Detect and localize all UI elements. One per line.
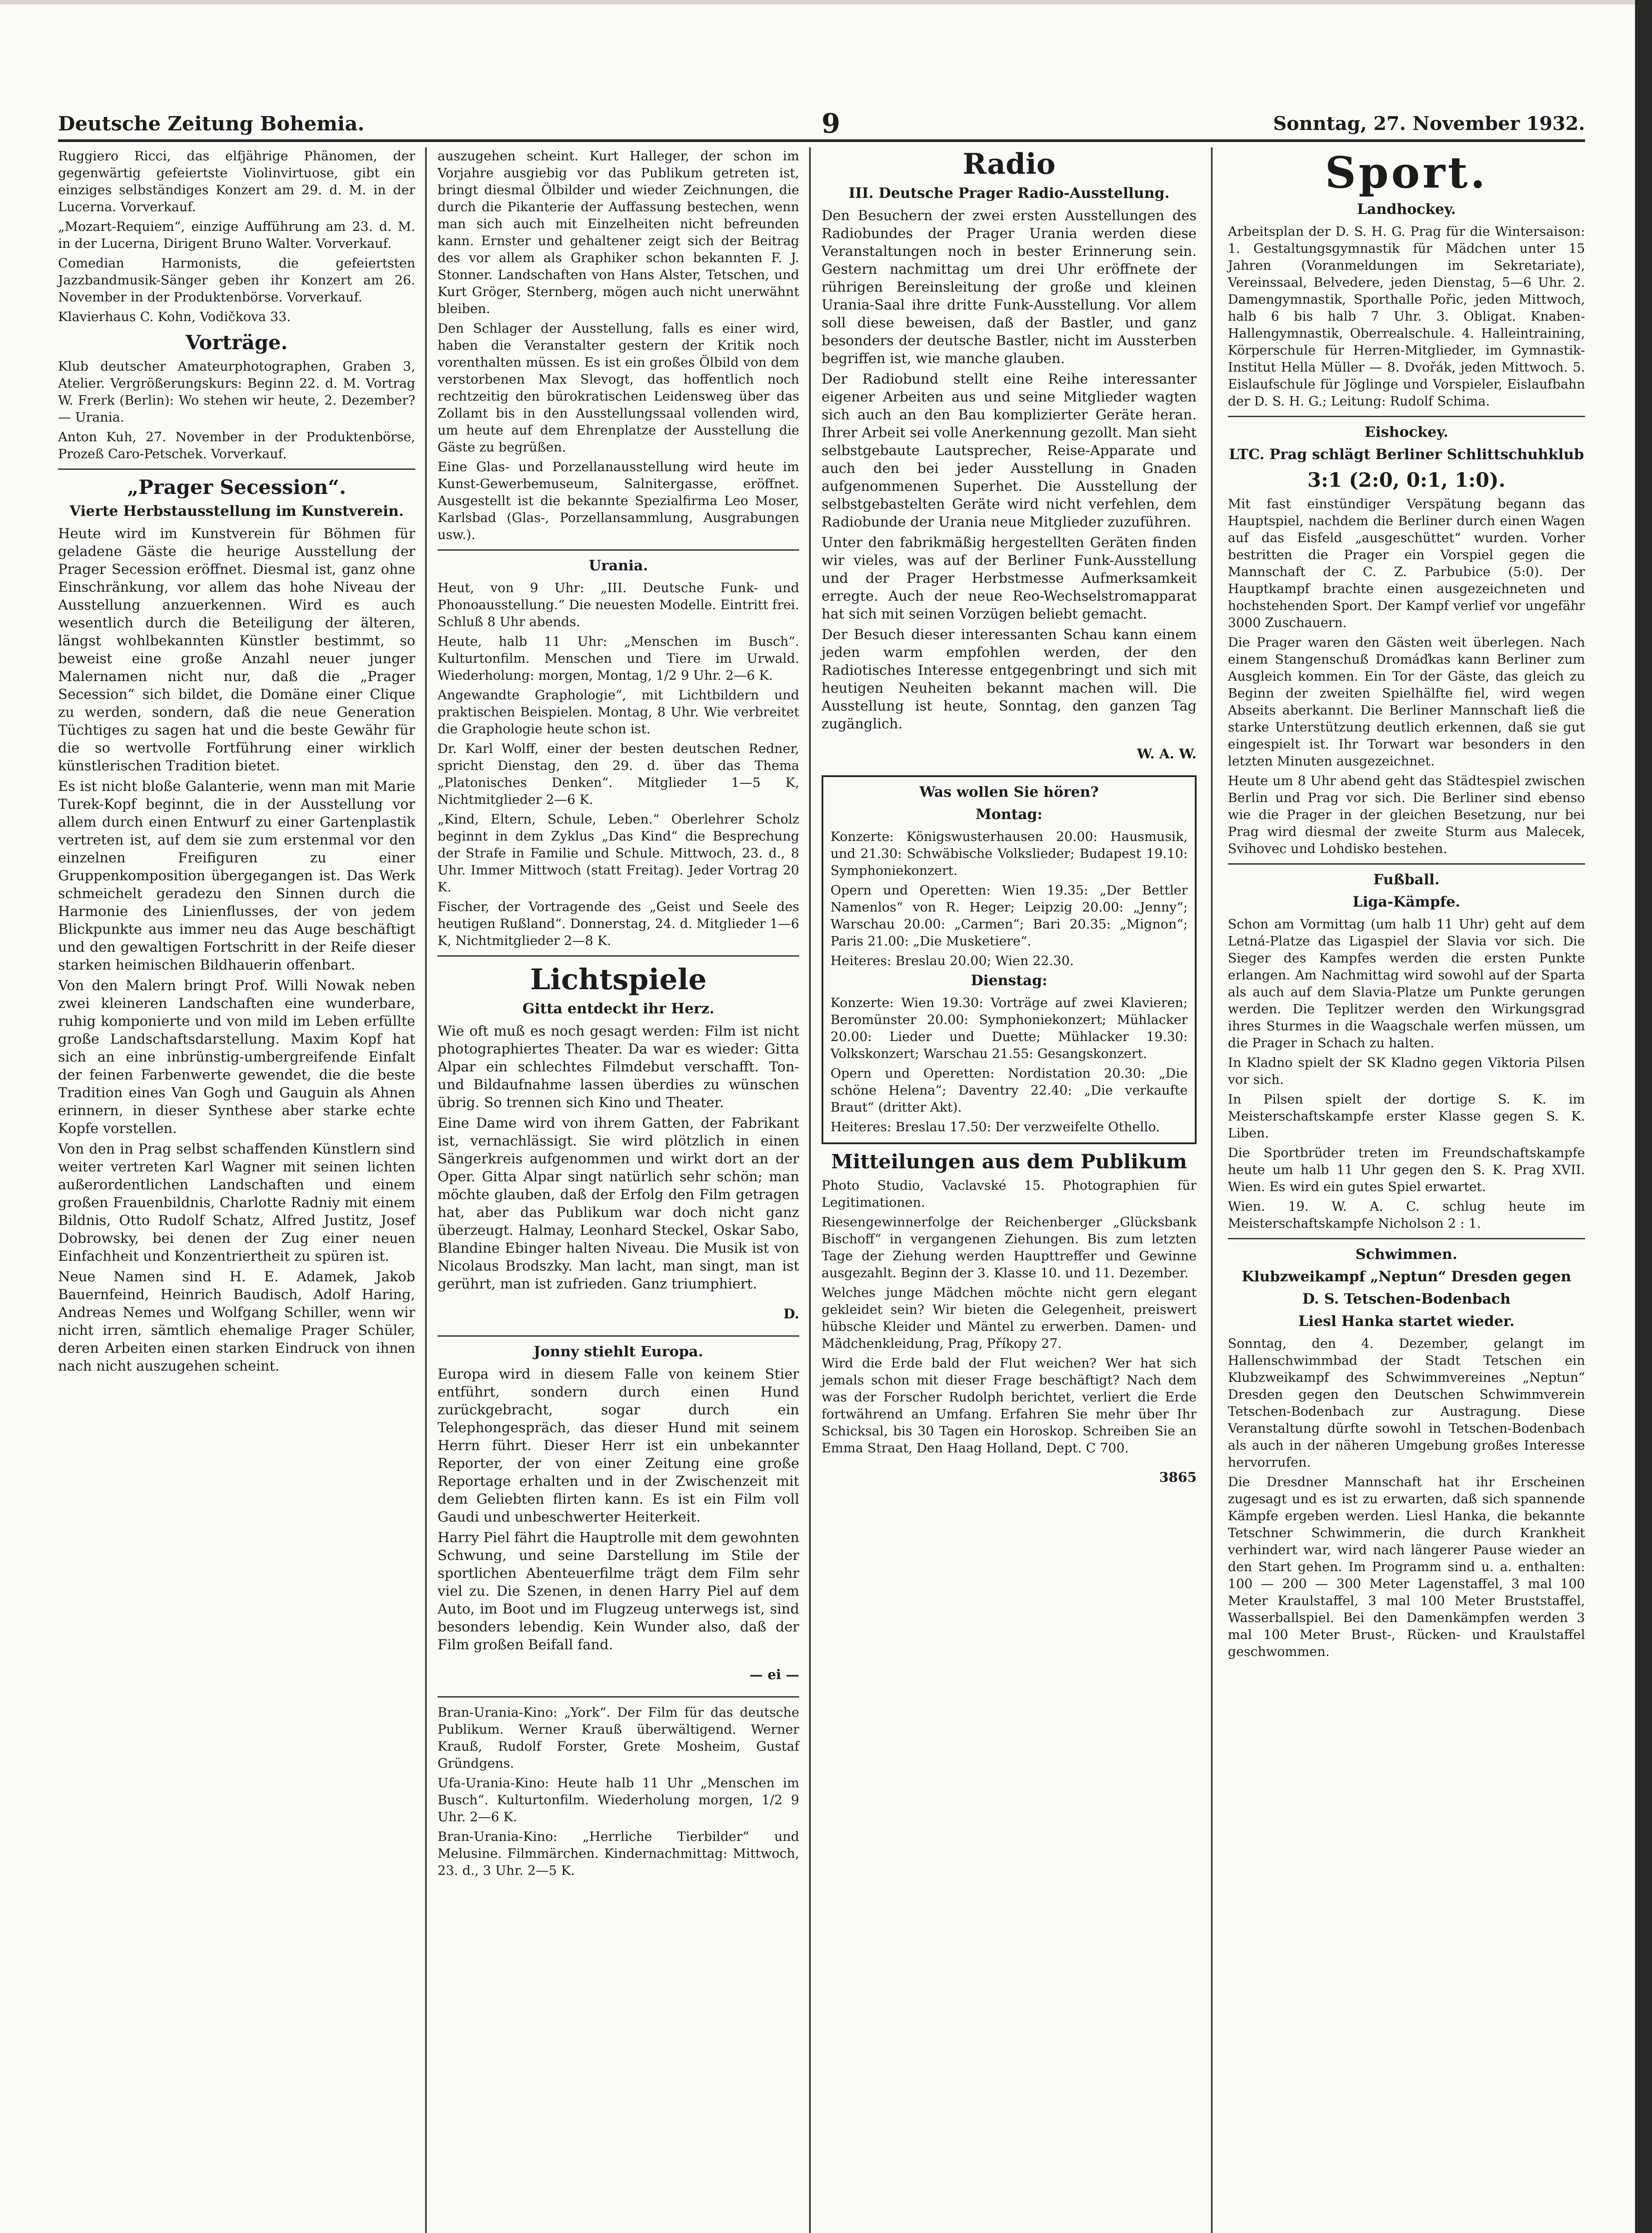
column-rule <box>1211 147 1213 2233</box>
article-paragraph: Die Dresdner Mannschaft hat ihr Erscheinen zugesagt und es ist zu erwarten, daß sich spannende Kämpfe ergeben werden. Liesl Hanka, die bekannte Tetschner Schwimmerin, die durch Krankheit verhindert war, wird nach längerer Pause wieder an den Start gehen. Im Programm sind u. a. enthalten: 100 — 200 — 300 Meter Lagenstaffel, 3 mal 100 Meter Kraulstaffel, 3 mal 100 Meter Bruststaffel, Wasserballspiel. Bei den Damenkämpfen werden 3 mal 100 Meter Brust-, Rücken- und Kraulstaffel geschwommen. <box>1228 1474 1585 1659</box>
article-signature: W. A. W. <box>1137 746 1197 762</box>
article-headline: Klubzweikampf „Neptun“ Dresden gegen <box>1242 1268 1571 1285</box>
match-score: 3:1 (2:0, 0:1, 1:0). <box>1307 469 1506 492</box>
article-paragraph: Wie oft muß es noch gesagt werden: Film ist nicht photographiertes Theater. Da war es wieder: Gitta Alpar ein schlechtes Filmdebut verschafft. Ton- und Bildaufnahme lassen überdies zu wünschen übrig. So trennen sich Kino und Theater. <box>438 1023 799 1111</box>
notice: Ruggiero Ricci, das elfjährige Phänomen, der gegenwärtig gefeiertste Violinvirtuose, gibt ein einziges selbständiges Konzert am 29. d. M. in der Lucerna. Vorverkauf. <box>58 148 415 214</box>
article-paragraph: Neue Namen sind H. E. Adamek, Jakob Bauernfeind, Heinrich Baudisch, Adolf Haring, Andreas Nemes und Wolfgang Schiller, wenn wir nicht irren, sämtlich ehemalige Prager Schüler, deren Arbeiten einen starken Eindruck von ihnen nach nicht auszugehen scheint. <box>58 1269 415 1374</box>
notice: „Kind, Eltern, Schule, Leben.“ Oberlehrer Scholz beginnt in dem Zyklus „Das Kind“ die Besprechung der Strafe in Familie und Schule. Mittwoch, 23. d., 8 Uhr. Immer Mittwoch (statt Freitag). Jeder Vortrag 20 K. <box>438 811 799 895</box>
article-paragraph: Arbeitsplan der D. S. H. G. Prag für die Wintersaison: 1. Gestaltungsgymnastik für Mädchen unter 15 Jahren (Voranmeldungen im Sekretariate), Vereinssaal, Belvedere, jeden Dienstag, 5—6 Uhr. 2. Damengymnastik, Sporthalle Pořic, jeden Mittwoch, halb 6 bis halb 7 Uhr. 3. Obligat. Knaben-Hallengymnastik, Oberrealschule. 4. Halleintraining, Körperschule für Herren-Mitglieder, im Gymnastik-Institut Hella Müller — 8. Dvořák, jeden Mittwoch. 5. Eislaufschule für Jöglinge und Vorspieler, Eislaufbahn der D. S. H. G.; Leitung: Rudolf Schima. <box>1228 224 1585 409</box>
masthead-rule <box>58 139 1585 142</box>
notice: Riesengewinnerfolge der Reichenberger „Glücksbank Bischoff“ in vergangenen Ziehungen. Bis zum letzten Tage der Ziehung werden Haupttreffer und Gewinne ausgezahlt. Beginn der 3. Klasse 10. und 11. Dezember. <box>822 1214 1197 1280</box>
article-signature: — ei — <box>749 1667 799 1683</box>
day-heading: Dienstag: <box>971 972 1047 989</box>
article-paragraph: Mit fast einstündiger Verspätung begann das Hauptspiel, nachdem die Berliner durch einen Wagen auf das Eisfeld „ausgeschüttet“ wurden. Vorher bestritten die Prager ein Vorspiel gegen die Mannschaft der C. Z. Parbubice (5:0). Der Hauptkampf brachte einen ausgezeichneten und hochstehenden Sport. Der Kampf verlief vor ungefähr 3000 Zuschauern. <box>1228 496 1585 630</box>
article-paragraph: Europa wird in diesem Falle von keinem Stier entführt, sondern durch einen Hund zurückgebracht, sogar durch ein Telephongespräch, das dieser Hund mit seinem Herrn führt. Dieser Herr ist ein unbekannter Reporter, der von einer Zeitung eine große Reportage erhalten und in der Zwischenzeit mit dem Geliebten flirten kann. Es ist ein Film voll Gaudi und unbeschwerter Heiterkeit. <box>438 1366 799 1525</box>
notice: Angewandte Graphologie“, mit Lichtbildern und praktischen Beispielen. Montag, 8 Uhr. Wie verbreitet die Graphologie heute schon ist. <box>438 687 799 736</box>
section-heading: Radio <box>963 147 1055 181</box>
notice: Die Sportbrüder treten im Freundschaftskampfe heute um halb 11 Uhr gegen den S. K. Prag XVII. Wien. Es wird ein gutes Spiel erwartet. <box>1228 1145 1585 1194</box>
notice-number: 3865 <box>1159 1470 1197 1485</box>
article-paragraph: Es ist nicht bloße Galanterie, wenn man mit Marie Turek-Kopf beginnt, die in der Ausstellung vor allem durch einen Entwurf zu einer Gartenplastik vertreten ist, auf dem sie zum erstenmal vor den einzelnen Freifiguren zu einer Gruppenkomposition übergegangen ist. Das Werk schmeichelt geradezu den Sinnen durch die Harmonie des Linienflusses, der von jedem Blickpunkte aus immer neu das Auge beschäftigt und den gewaltigen Fortschritt in der Reife dieser starken heimischen Bildhauerin offenbart. <box>58 778 415 973</box>
sport-subheading: Schwimmen. <box>1355 1246 1458 1263</box>
program-entry: Opern und Operetten: Nordistation 20.30: „Die schöne Helena“; Daventry 22.40: „Die verkaufte Braut“ (dritter Akt). <box>830 1066 1188 1115</box>
article-subheadline: Vierte Herbstausstellung im Kunstverein. <box>69 502 404 519</box>
divider <box>438 1335 799 1337</box>
section-heading: Vorträge. <box>185 331 288 354</box>
sport-subheading: Landhockey. <box>1357 201 1456 217</box>
sport-subheading: Eishockey. <box>1364 423 1448 440</box>
notice: Klavierhaus C. Kohn, Vodičkova 33. <box>58 309 291 324</box>
notice: Comedian Harmonists, die gefeiertsten Jazzbandmusik-Sänger geben ihr Konzert am 26. November in der Produktenbörse. Vorverkauf. <box>58 255 415 305</box>
notice: Wird die Erde bald der Flut weichen? Wer hat sich jemals schon mit dieser Frage beschäftigt? Nach dem was der Forscher Rudolph berichtet, verliert die Erde fortwährend an Umfang. Erfahren Sie mehr über Ihr Schicksal, bis 30 Tagen ein Horoskop. Schreiben Sie an Emma Straat, Den Haag Holland, Dept. C 700. <box>822 1355 1197 1455</box>
notice: Dr. Karl Wolff, einer der besten deutschen Redner, spricht Dienstag, den 29. d. über das Thema „Platonisches Denken“. Mitglieder 1—5 K, Nichtmitglieder 2—6 K. <box>438 741 799 807</box>
article-paragraph: Von den Malern bringt Prof. Willi Nowak neben zwei kleineren Landschaften eine wunderbare, ruhig komponierte und von mild im Leben erfüllte große Landschaftsdarstellung. Maxim Kopf hat sich an eine inbrünstig-umbergreifende Einfalt der feinen Farbenwerte gewendet, die die beste Tradition eines Van Gogh und Gauguin als Ahnen erinnern, in dieser Synthese aber starke echte Kopfe vorstellen. <box>58 978 415 1137</box>
article-headline: III. Deutsche Prager Radio-Ausstellung. <box>848 184 1170 201</box>
article-headline: „Prager Secession“. <box>127 476 346 499</box>
notice: Bran-Urania-Kino: „York“. Der Film für das deutsche Publikum. Werner Krauß überwältigend. Werner Krauß, Rudolf Forster, Grete Mosheim, Gustaf Gründgens. <box>438 1705 799 1771</box>
notice: Eine Glas- und Porzellanausstellung wird heute im Kunst-Gewerbemuseum, Salnitergasse, eröffnet. Ausgestellt ist die bekannte Spezialfirma Leo Moser, Karlsbad (Glas-, Porzellansammlung, Ausgrabungen usw.). <box>438 459 799 542</box>
section-heading: Sport. <box>1325 147 1488 198</box>
issue-date: Sonntag, 27. November 1932. <box>1273 113 1585 134</box>
section-heading: Urania. <box>588 557 648 574</box>
section-heading: Mitteilungen aus dem Publikum <box>831 1150 1187 1173</box>
radio-program-box <box>822 775 1197 1144</box>
notice: Heute, halb 11 Uhr: „Menschen im Busch“. Kulturtonfilm. Menschen und Tiere im Urwald. Wiederholung: morgen, Montag, 1/2 9 Uhr. 2—6 K. <box>438 634 799 683</box>
section-heading: Was wollen Sie hören? <box>919 783 1099 800</box>
sport-subheading: Fußball. <box>1373 871 1440 888</box>
article-paragraph: Schon am Vormittag (um halb 11 Uhr) geht auf dem Letná-Platze das Ligaspiel der Slavia vor sich. Die Sieger des Kampfes werden die ersten Punkte erlangen. Am Nachmittag wird sowohl auf der Sparta als auch auf dem Slavia-Platze um Punkte gerungen werden. Die Teplitzer werden den Wirkungsgrad ihres Sturmes in die Waagschale werfen müssen, um die Prager in Schach zu halten. <box>1228 916 1585 1050</box>
column-1 <box>58 147 415 1378</box>
divider <box>1228 863 1585 865</box>
column-2 <box>438 147 799 1882</box>
notice: Bran-Urania-Kino: „Herrliche Tierbilder“ und Melusine. Filmmärchen. Kindernachmittag: Mittwoch, 23. d., 3 Uhr. 2—5 K. <box>438 1829 799 1878</box>
article-paragraph: Der Radiobund stellt eine Reihe interessanter eigener Arbeiten aus und seine Mitglieder wagten sich auch an den Bau komplizierter Geräte heran. Ihrer Arbeit sei volle Anerkennung gezollt. Man sieht selbstgebaute Lautsprecher, Reise-Apparate und auch den bei jeder Ausstellung in Gnaden aufgenommenen Superhet. Die Ausstellung der selbstgebastelten Geräte wird nicht verfehlen, dem Radiobunde der Urania neue Mitglieder zuzuführen. <box>822 371 1197 530</box>
article-paragraph: auszugehen scheint. Kurt Halleger, der schon im Vorjahre ausgiebig vor das Publikum getreten ist, bringt diesmal Ölbilder und wieder Zeichnungen, die durch die Pikanterie der Auffassung bestechen, wenn man sich auch mit Einzelheiten nicht befreunden kann. Ernster und gehaltener zeigt sich der Beitrag des vor allem als Graphiker schon bekannten F. J. Stonner. Landschaften von Hans Alster, Tetschen, und Kurt Gröger, Sternberg, mögen auch nicht unerwähnt bleiben. <box>438 148 799 316</box>
program-entry: Konzerte: Wien 19.30: Vorträge auf zwei Klavieren; Beromünster 20.00: Symphoniekonzert; Mühlacker 20.00: Lieder und Duette; Mühlacker 19.30: Volkskonzert; Warschau 21.55: Gesangskonzert. <box>830 995 1188 1061</box>
notice: Anton Kuh, 27. November in der Produktenbörse, Prozeß Caro-Petschek. Vorverkauf. <box>58 429 415 461</box>
column-4 <box>1228 147 1585 1663</box>
article-paragraph: Eine Dame wird von ihrem Gatten, der Fabrikant ist, vernachlässigt. Sie wird plötzlich in einen Sängerkreis aufgenommen und wirkt dort an der Oper. Gitta Alpar singt natürlich sehr schön; man möchte glauben, daß der Erfolg den Film getragen hat, aber das Publikum war doch nicht ganz überzeugt. Halmay, Leonhard Steckel, Oskar Sabo, Blandine Ebinger halten Niveau. Die Musik ist von Nicolaus Brodszky. Man lacht, man singt, man ist gerührt, man ist zufrieden. Ganz triumphiert. <box>438 1115 799 1292</box>
divider <box>438 549 799 551</box>
article-paragraph: Unter den fabrikmäßig hergestellten Geräten finden wir vieles, was auf der Berliner Funk-Ausstellung und der Prager Herbstmesse Aufmerksamkeit erregte. Auch der neue Reo-Wechselstromapparat hat sich mit seinen Vorzügen beliebt gemacht. <box>822 535 1197 622</box>
program-entry: Konzerte: Königswusterhausen 20.00: Hausmusik, und 21.30: Schwäbische Volkslieder; Budapest 19.10: Symphoniekonzert. <box>830 829 1188 878</box>
article-paragraph: Den Schlager der Ausstellung, falls es einer wird, haben die Veranstalter gestern der Kritik noch vorenthalten müssen. Es ist ein großes Ölbild von dem verstorbenen Max Slevogt, das hoffentlich noch rechtzeitig den bürokratischen Leidensweg über das Zollamt bis in den Ausstellungssaal vollenden wird, um heute auf dem Ehrenplatze der Ausstellung die Gäste zu begrüßen. <box>438 321 799 455</box>
divider <box>438 1696 799 1698</box>
page-number: 9 <box>822 108 840 139</box>
article-headline: Jonny stiehlt Europa. <box>534 1343 703 1360</box>
notice: Fischer, der Vortragende des „Geist und Seele des heutigen Rußland“. Donnerstag, 24. d. Mitglieder 1—6 K, Nichtmitglieder 2—8 K. <box>438 899 799 948</box>
day-heading: Montag: <box>976 806 1043 823</box>
notice: Ufa-Urania-Kino: Heute halb 11 Uhr „Menschen im Busch“. Kulturtonfilm. Wiederholung morgen, 1/2 9 Uhr. 2—6 K. <box>438 1775 799 1824</box>
article-paragraph: Den Besuchern der zwei ersten Ausstellungen des Radiobundes der Prager Urania werden diese Veranstaltungen noch in bester Erinnerung sein. Gestern nachmittag um drei Uhr eröffnete der rührigen Bereinsleitung der große und kleinen Urania-Saal ihre dritte Funk-Ausstellung. Vor allem soll diese beweisen, daß der Bastler, und ganz besonders der deutsche Bastler, nicht im Aussterben begriffen ist, wie manche glauben. <box>822 208 1197 367</box>
article-signature: D. <box>783 1306 799 1322</box>
article-subheadline: Liesl Hanka startet wieder. <box>1298 1313 1514 1330</box>
scan-edge-right <box>1635 0 1652 2233</box>
article-paragraph: Harry Piel fährt die Hauptrolle mit dem gewohnten Schwung, und seine Darstellung im Stile der sportlichen Abenteuerfilme trägt dem Film sehr viel zu. Die Szenen, in denen Harry Piel auf dem Auto, im Boot und im Flugzeug unterwegs ist, sind besonders lebendig. Kein Wunder also, daß der Film großen Beifall fand. <box>438 1530 799 1653</box>
notice: Heut, von 9 Uhr: „III. Deutsche Funk- und Phonoausstellung.“ Die neuesten Modelle. Eintritt frei. Schluß 8 Uhr abends. <box>438 580 799 629</box>
article-headline: Gitta entdeckt ihr Herz. <box>522 1000 714 1017</box>
article-paragraph: Der Besuch dieser interessanten Schau kann einem jeden warm empfohlen werden, der den Radiotisches Interesse entgegenbringt und sich mit heutigen Neuheiten bekannt machen will. Die Ausstellung ist heute, Sonntag, den ganzen Tag zugänglich. <box>822 627 1197 732</box>
notice: Wien. 19. W. A. C. schlug heute im Meisterschaftskampfe Nicholson 2 : 1. <box>1228 1199 1585 1231</box>
divider <box>1228 416 1585 417</box>
column-rule <box>425 147 427 2233</box>
article-paragraph: Die Prager waren den Gästen weit überlegen. Nach einem Stangenschuß Dromáďkas kann Berliner zum Ausgleich kommen. Ein Tor der Gäste, das gleich zu Beginn der zweiten Spielhälfte fiel, wird wegen Abseits aberkannt. Die Berliner Mannschaft ließ die starke Unterstützung deutlich erkennen, daß sie gut eingespielt ist. Ihr Torwart war besonders in den letzten Minuten ausgezeichnet. <box>1228 635 1585 769</box>
notice: Photo Studio, Vaclavské 15. Photographien für Legitimationen. <box>822 1178 1197 1210</box>
article-headline: D. S. Tetschen-Bodenbach <box>1302 1290 1511 1307</box>
section-heading: Lichtspiele <box>530 963 707 996</box>
notice: Klub deutscher Amateurphotographen, Graben 3, Atelier. Vergrößerungskurs: Beginn 22. d. M. Vortrag W. Frerk (Berlin): Wo stehen wir heute, 2. Dezember? — Urania. <box>58 359 415 425</box>
notice: „Mozart-Requiem“, einzige Aufführung am 23. d. M. in der Lucerna, Dirigent Bruno Walter. Vorverkauf. <box>58 219 415 251</box>
article-headline: Liga-Kämpfe. <box>1352 893 1460 910</box>
program-entry: Heiteres: Breslau 17.50: Der verzweifelte Othello. <box>830 1119 1160 1134</box>
divider <box>1228 1238 1585 1239</box>
program-entry: Opern und Operetten: Wien 19.35: „Der Bettler Namenlos“ von R. Heger; Leipzig 20.00: „Jenny“; Warschau 20.00: „Carmen“; Bari 20.35: „Mignon“; Paris 21.00: „Die Musketiere“. <box>830 882 1188 949</box>
article-paragraph: In Pilsen spielt der dortige S. K. im Meisterschaftskampfe erster Klasse gegen S. K. Liben. <box>1228 1091 1585 1141</box>
article-paragraph: Von den in Prag selbst schaffenden Künstlern sind weiter vertreten Karl Wagner mit seinen lichten außerordentlichen Landschaften und einem großen Frauenbildnis, Charlotte Radniy mit einem Bildnis, Otto Rudolf Schatz, Alfred Justitz, Josef Dobrowsky, bei denen der Zug einer neuen Einfachheit und Konzentriertheit zu spüren ist. <box>58 1141 415 1264</box>
program-entry: Heiteres: Breslau 20.00; Wien 22.30. <box>830 953 1074 968</box>
paper-name: Deutsche Zeitung Bohemia. <box>58 113 365 135</box>
column-rule <box>809 147 811 2233</box>
article-paragraph: Heute wird im Kunstverein für Böhmen für geladene Gäste die heurige Ausstellung der Prager Secession eröffnet. Diesmal ist, ganz ohne Einschränkung, vor allem das hohe Niveau der Ausstellung anzuerkennen. Wird es auch wesentlich durch die Beteiligung der älteren, längst wohlbekannten Künstler bestimmt, so beweist eine große Anzahl neuer junger Malernamen nicht nur, daß die „Prager Secession“ sich bildet, die Domäne einer Clique zu werden, sondern, daß die neue Generation Tüchtiges zu sagen hat und die beste Gewähr für die so wertvolle Fortführung einer wirklich künstlerischen Tradition bietet. <box>58 526 415 774</box>
article-paragraph: Heute um 8 Uhr abend geht das Städtespiel zwischen Berlin und Prag vor sich. Die Berliner sind ebenso wie die Prager in der gleichen Besetzung, nur bei Prag wird diesmal der zweite Sturm aus Malecek, Svihovec und Lohdisko bestehen. <box>1228 773 1585 856</box>
article-paragraph: Sonntag, den 4. Dezember, gelangt im Hallenschwimmbad der Stadt Tetschen ein Klubzweikampf des Schwimmvereines „Neptun“ Dresden gegen den Deutschen Schwimmverein Tetschen-Bodenbach zur Austragung. Diese Veranstaltung dürfte sowohl in Tetschen-Bodenbach als auch in der näheren Umgebung großes Interesse hervorrufen. <box>1228 1336 1585 1470</box>
divider <box>58 468 415 470</box>
column-3 <box>822 147 1197 1499</box>
masthead <box>58 104 1585 139</box>
notice: Welches junge Mädchen möchte nicht gern elegant gekleidet sein? Wir bieten die Gelegenheit, preiswert hübsche Kleider und Mäntel zu erwerben. Damen- und Mädchenkleidung, Prag, Příkopy 27. <box>822 1285 1197 1351</box>
article-headline: LTC. Prag schlägt Berliner Schlittschuhklub <box>1229 446 1584 463</box>
article-paragraph: In Kladno spielt der SK Kladno gegen Viktoria Pilsen vor sich. <box>1228 1055 1585 1087</box>
divider <box>438 955 799 957</box>
scan-edge-top <box>0 0 1652 4</box>
